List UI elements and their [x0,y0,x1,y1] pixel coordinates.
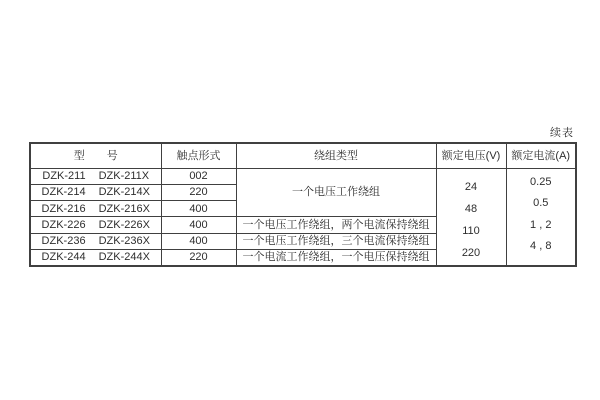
winding-merged-cell: 一个电压工作绕组 [236,168,436,217]
voltage-value: 220 [461,247,481,260]
rated-voltage-cell [436,168,506,266]
contact-form-cell: 400 [161,233,236,249]
model-name: DZK-226 [41,218,86,231]
contact-form-cell: 400 [161,217,236,233]
model-name-x: DZK-216X [98,202,150,215]
model-cell [30,233,161,249]
model-name: DZK-216 [41,202,86,215]
header-winding-type: 绕组类型 [236,143,436,168]
model-name: DZK-211 [42,170,86,183]
header-rated-current: 额定电流(A) [506,143,576,168]
winding-type-cell: 一个电压工作绕组，三个电流保持绕组 [236,233,436,249]
current-value: 0.25 [530,176,552,189]
current-value: 0.5 [533,197,549,210]
model-name: DZK-214 [41,186,86,199]
model-name-x: DZK-214X [98,186,150,199]
contact-form-cell: 002 [161,168,236,184]
header-contact-form: 触点形式 [161,143,236,168]
header-rated-voltage: 额定电压(V) [436,143,506,168]
model-name-x: DZK-226X [98,218,150,231]
winding-type-cell: 一个电流工作绕组，一个电压保持绕组 [236,249,436,265]
table-row [30,168,576,184]
current-value: 4 , 8 [530,239,552,252]
winding-type-cell: 一个电压工作绕组，两个电流保持绕组 [236,217,436,233]
contact-form-cell: 220 [161,249,236,265]
voltage-value: 110 [462,225,480,238]
model-cell [30,249,161,265]
header-model: 型 号 [30,143,161,168]
model-cell [30,184,161,200]
model-name: DZK-236 [41,235,86,248]
model-cell [30,168,161,184]
model-name-x: DZK-244X [98,251,150,264]
continued-table-label: 续表 [550,127,574,139]
model-cell [30,201,161,217]
contact-form-cell: 400 [161,201,236,217]
voltage-value: 24 [464,181,478,194]
current-value: 1 , 2 [530,218,552,231]
model-name: DZK-244 [41,251,86,264]
contact-form-cell: 220 [161,184,236,200]
model-name-x: DZK-211X [98,170,150,183]
spec-table [29,142,577,267]
voltage-value: 48 [464,203,478,216]
model-cell [30,217,161,233]
rated-current-cell [506,168,576,266]
model-name-x: DZK-236X [98,235,150,248]
header-row [30,143,576,168]
